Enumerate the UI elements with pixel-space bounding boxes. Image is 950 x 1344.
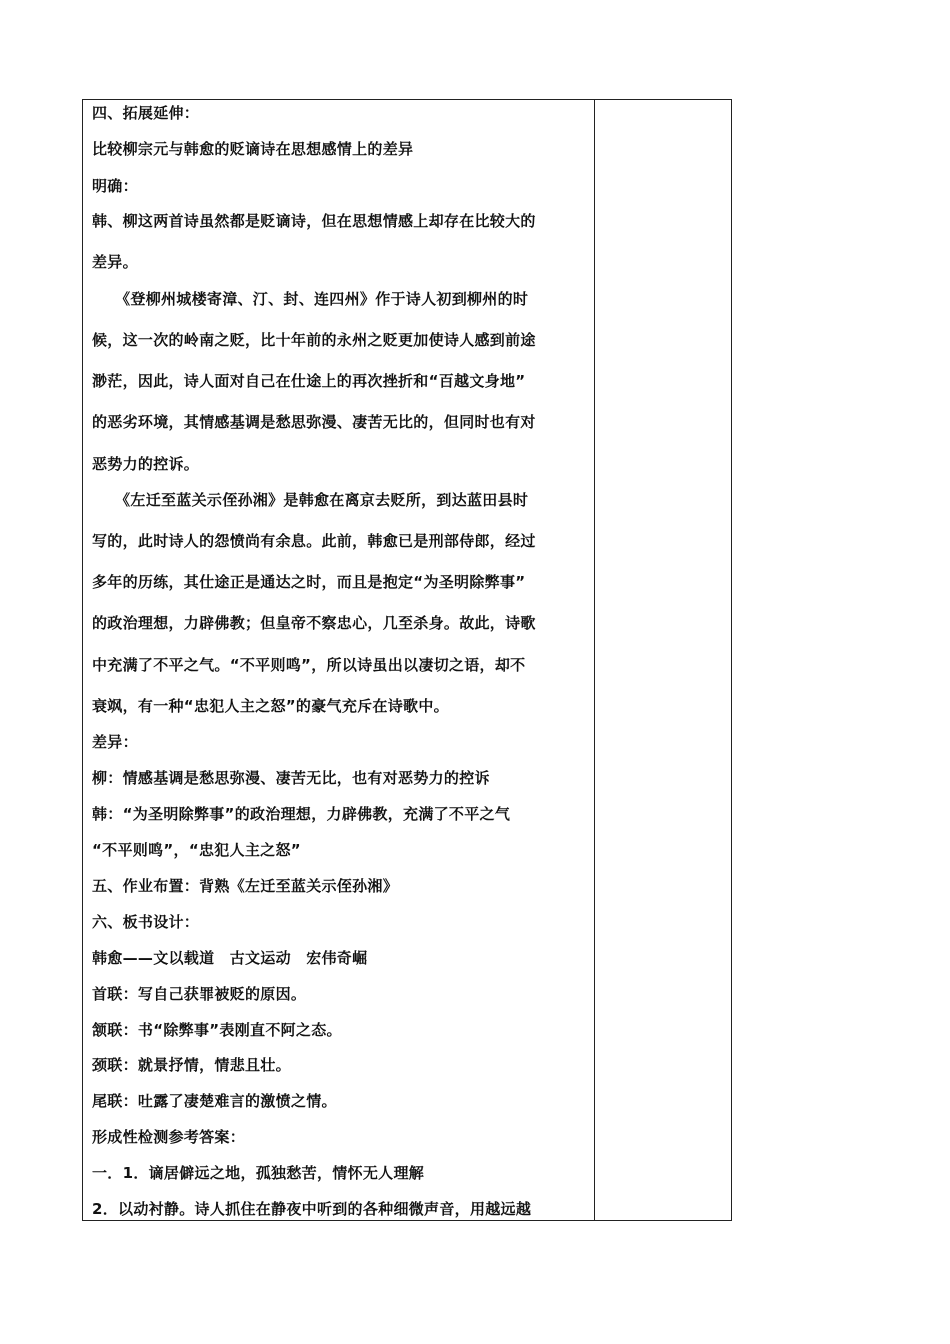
- board-line: 颔联：书“除弊事”表刚直不阿之态。: [92, 1021, 342, 1039]
- paragraph-line: 写的，此时诗人的怨愤尚有余息。此前，韩愈已是刑部侍郎，经过: [92, 532, 536, 550]
- paragraph-line: 韩、柳这两首诗虽然都是贬谪诗，但在思想情感上却存在比较大的: [92, 212, 536, 230]
- board-line: 颈联：就景抒情，情悲且壮。: [92, 1056, 291, 1074]
- answers-heading: 形成性检测参考答案：: [92, 1128, 246, 1146]
- paragraph-line: 恶势力的控诉。: [92, 455, 200, 473]
- board-line: 首联：写自己获罪被贬的原因。: [92, 985, 307, 1003]
- column-divider: [594, 100, 595, 1220]
- board-line: 尾联：吐露了凄楚难言的激愤之情。: [92, 1092, 337, 1110]
- paragraph-line: 《登柳州城楼寄漳、汀、封、连四州》作于诗人初到柳州的时: [92, 290, 529, 308]
- difference-label: 差异：: [92, 733, 138, 751]
- comparison-prompt: 比较柳宗元与韩愈的贬谪诗在思想感情上的差异: [92, 140, 414, 158]
- paragraph-line: 渺茫，因此，诗人面对自己在仕途上的再次挫折和“百越文身地”: [92, 372, 526, 390]
- section-heading-board: 六、板书设计：: [92, 913, 200, 931]
- difference-liu: 柳：情感基调是愁思弥漫、凄苦无比，也有对恶势力的控诉: [92, 769, 490, 787]
- paragraph-line: 中充满了不平之气。“不平则鸣”，所以诗虽出以凄切之语，却不: [92, 656, 526, 674]
- answer-line: 一．1．谪居僻远之地，孤独愁苦，情怀无人理解: [92, 1164, 425, 1182]
- paragraph-line: 的政治理想，力辟佛教；但皇帝不察忠心，几至杀身。故此，诗歌: [92, 614, 536, 632]
- answer-line: 2．以动衬静。诗人抓住在静夜中听到的各种细微声音，用越远越: [92, 1200, 532, 1218]
- section-heading-extension: 四、拓展延伸：: [92, 104, 200, 122]
- paragraph-line: 候，这一次的岭南之贬，比十年前的永州之贬更加使诗人感到前途: [92, 331, 536, 349]
- paragraph-line: 衰飒，有一种“忠犯人主之怒”的豪气充斥在诗歌中。: [92, 697, 449, 715]
- paragraph-line: 差异。: [92, 253, 138, 271]
- lesson-table: [82, 99, 732, 1221]
- paragraph-line: 的恶劣环境，其情感基调是愁思弥漫、凄苦无比的，但同时也有对: [92, 413, 536, 431]
- paragraph-line: 《左迁至蓝关示侄孙湘》是韩愈在离京去贬所，到达蓝田县时: [92, 491, 529, 509]
- section-heading-homework: 五、作业布置：背熟《左迁至蓝关示侄孙湘》: [92, 877, 399, 895]
- clarify-label: 明确：: [92, 177, 138, 195]
- lesson-content-cell: [83, 100, 594, 1220]
- board-line: 韩愈——文以载道 古文运动 宏伟奇崛: [92, 949, 368, 967]
- difference-han: 韩：“为圣明除弊事”的政治理想，力辟佛教，充满了不平之气: [92, 805, 511, 823]
- paragraph-line: 多年的历练，其仕途正是通达之时，而且是抱定“为圣明除弊事”: [92, 573, 526, 591]
- difference-han-continued: “不平则鸣”，“忠犯人主之怒”: [92, 841, 301, 859]
